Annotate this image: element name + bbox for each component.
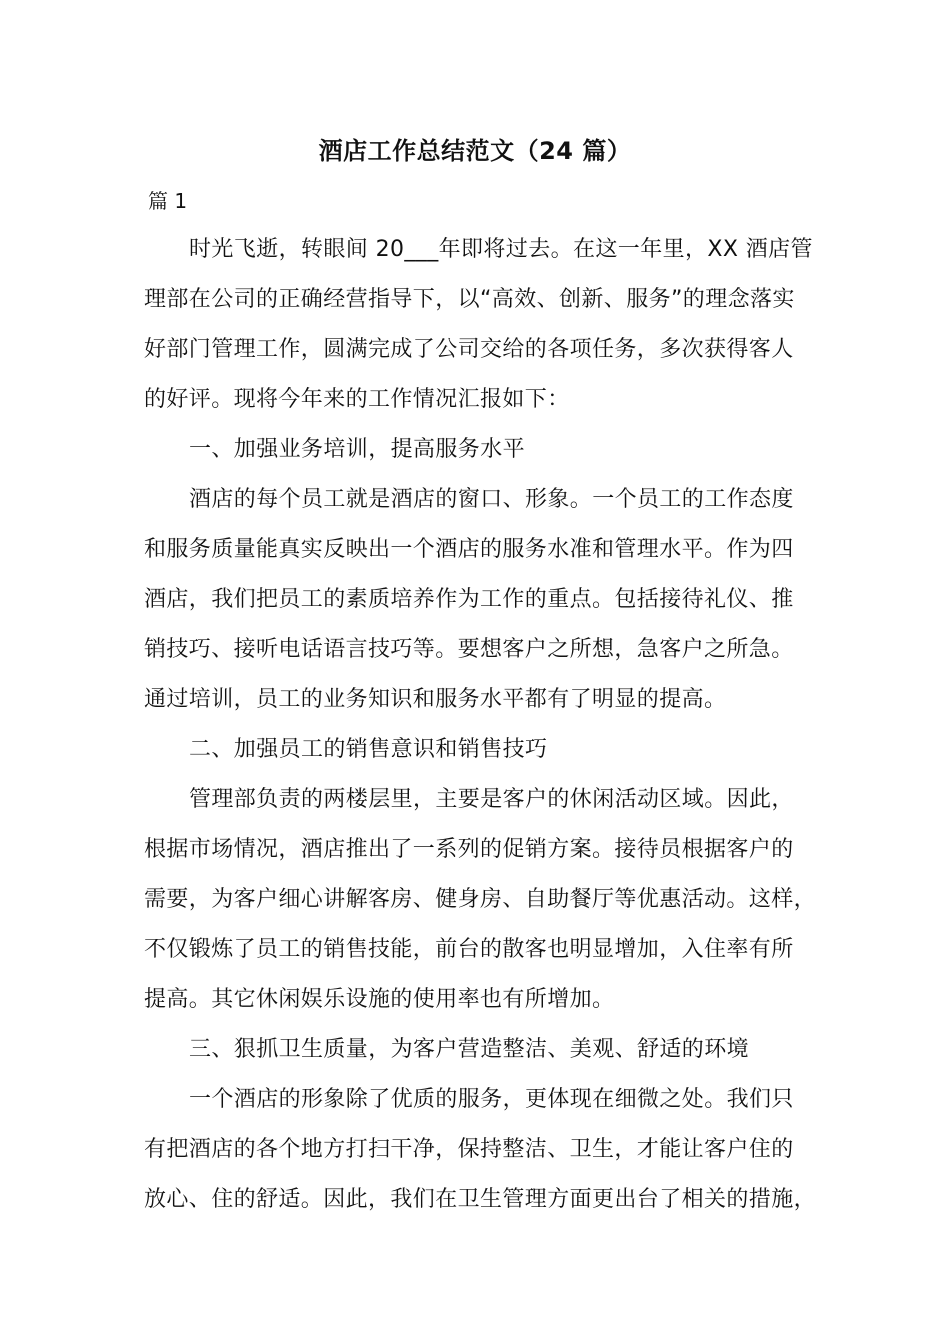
paragraph-line: 放心、住的舒适。因此，我们在卫生管理方面更出台了相关的措施， bbox=[144, 1187, 817, 1212]
paragraph-line: 酒店，我们把员工的素质培养作为工作的重点。包括接待礼仪、推 bbox=[144, 587, 794, 612]
section-heading: 一、加强业务培训，提高服务水平 bbox=[189, 437, 526, 462]
paragraph-line: 好部门管理工作，圆满完成了公司交给的各项任务，多次获得客人 bbox=[144, 337, 794, 362]
section-heading: 二、加强员工的销售意识和销售技巧 bbox=[189, 737, 548, 762]
paragraph-line: 时光飞逝，转眼间 20___年即将过去。在这一年里，XX 酒店管 bbox=[189, 237, 813, 262]
paragraph-line: 通过培训，员工的业务知识和服务水平都有了明显的提高。 bbox=[144, 687, 727, 712]
paragraph-line: 根据市场情况，酒店推出了一系列的促销方案。接待员根据客户的 bbox=[144, 837, 794, 862]
paragraph-line: 的好评。现将今年来的工作情况汇报如下： bbox=[144, 387, 570, 412]
paragraph-line: 和服务质量能真实反映出一个酒店的服务水准和管理水平。作为四 bbox=[144, 537, 794, 562]
paragraph-line: 一个酒店的形象除了优质的服务，更体现在细微之处。我们只 bbox=[189, 1087, 794, 1112]
paragraph-line: 提高。其它休闲娱乐设施的使用率也有所增加。 bbox=[144, 987, 615, 1012]
paragraph-line: 酒店的每个员工就是酒店的窗口、形象。一个员工的工作态度 bbox=[189, 487, 794, 512]
section-heading: 三、狠抓卫生质量，为客户营造整洁、美观、舒适的环境 bbox=[189, 1037, 750, 1062]
document-title: 酒店工作总结范文（24 篇） bbox=[318, 137, 632, 165]
paragraph-line: 需要，为客户细心讲解客房、健身房、自助餐厅等优惠活动。这样， bbox=[144, 887, 817, 912]
paragraph-line: 销技巧、接听电话语言技巧等。要想客户之所想，急客户之所急。 bbox=[144, 637, 794, 662]
document-body bbox=[144, 225, 830, 1225]
paragraph-line: 理部在公司的正确经营指导下，以“高效、创新、服务”的理念落实 bbox=[144, 287, 795, 312]
paragraph-line: 有把酒店的各个地方打扫干净，保持整洁、卫生，才能让客户住的 bbox=[144, 1137, 794, 1162]
paragraph-line: 管理部负责的两楼层里，主要是客户的休闲活动区域。因此， bbox=[189, 787, 794, 812]
chapter-label: 篇 1 bbox=[148, 189, 188, 213]
paragraph-line: 不仅锻炼了员工的销售技能，前台的散客也明显增加，入住率有所 bbox=[144, 937, 794, 962]
